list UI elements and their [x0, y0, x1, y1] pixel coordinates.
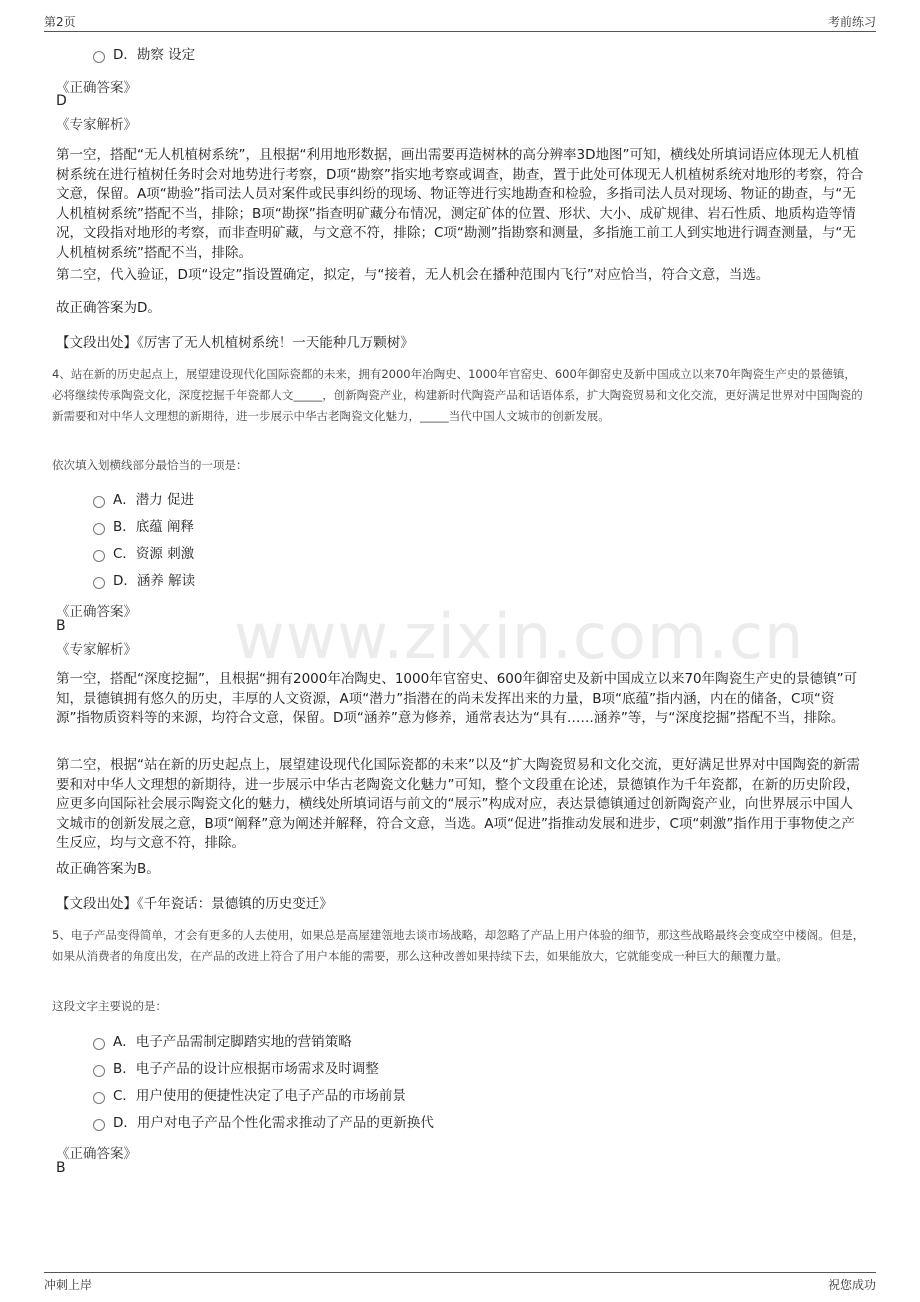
q4-option-b[interactable]: B．底蕴 阐释 — [93, 517, 194, 537]
q4-conclusion: 故正确答案为B。 — [56, 861, 160, 877]
page-header — [44, 13, 876, 32]
q3-source: 【文段出处】《厉害了无人机植树系统！一天能种几万颗树》 — [56, 335, 414, 351]
q5-stem: 5、电子产品变得简单，才会有更多的人去使用，如果总是高屋建瓴地去谈市场战略，却忽略了产品上用户体验的细节，那这些战略最终会变成空中楼阁。但是，如果从消费者的角度出发，在产品的改进上符合了用户本能的需要，那么这种改善如果持续下去，如果能放大，它就能变成一种巨大的颠覆力量。 — [52, 928, 865, 963]
q4-answer: B — [56, 618, 66, 634]
radio-icon[interactable] — [93, 1092, 105, 1104]
q3-option-d[interactable]: D．勘察 设定 — [93, 45, 195, 65]
q3-analysis-p1: 第一空，搭配“无人机植树系统”，且根据“利用地形数据，画出需要再造树林的高分辨率3D地图”可知，横线处所填词语应体现无人机植树系统在进行植树任务时会对地势进行考察，D项“勘察”指实地考察或调查，勘查，置于此处可体现无人机植树系统对地形的考察，符合文意，保留。A项“勘验”指司法人员对案件或民事纠纷的现场、物证等进行实地勘查和检验，多指司法人员对现场、物证的勘查，与“无人机植树系统”搭配不当，排除；B项“勘探”指查明矿藏分布情况，测定矿体的位置、形状、大小、成矿规律、岩石性质、地质构造等情况，文段指对地形的考察，而非查明矿藏，与文意不符，排除；C项“勘测”指勘察和测量，多指施工前工人到实地进行调查测量，与“无人机植树系统”搭配不当，排除。 — [56, 147, 864, 261]
radio-icon[interactable] — [93, 1065, 105, 1077]
answer-label: 《正确答案》 — [56, 80, 137, 96]
footer-right: 祝您成功 — [827, 1278, 876, 1292]
answer-label: 《正确答案》 — [56, 1146, 137, 1162]
q4-analysis-p2: 第二空，根据“站在新的历史起点上，展望建设现代化国际瓷都的未来”以及“扩大陶瓷贸易和文化交流，更好满足世界对中国陶瓷的新需要和对中华人文理想的新期待，进一步展示中华古老陶瓷文化魅力”可知，整个文段重在论述，景德镇作为千年瓷都，在新的历史阶段，应更多向国际社会展示陶瓷文化的魅力，横线处所填词语与前文的“展示”构成对应，表达景德镇通过创新陶瓷产业，向世界展示中国人文城市的创新发展之意，B项“阐释”意为阐述并解释，符合文意，当选。A项“促进”指推动发展和进步，C项“刺激”指作用于事物使之产生反应，均与文意不符，排除。 — [56, 757, 860, 851]
q4-source: 【文段出处】《千年瓷话：景德镇的历史变迁》 — [56, 896, 333, 912]
radio-icon[interactable] — [93, 523, 105, 535]
q4-option-d[interactable]: D．涵养 解读 — [93, 571, 195, 591]
q5-prompt: 这段文字主要说的是： — [52, 999, 167, 1013]
page-footer — [44, 1272, 876, 1292]
watermark: www.zixin.com.cn — [234, 600, 805, 673]
page-number: 第2页 — [44, 15, 76, 29]
q4-option-a[interactable]: A．潜力 促进 — [93, 490, 194, 510]
radio-icon[interactable] — [93, 1119, 105, 1131]
q5-option-d[interactable]: D．用户对电子产品个性化需求推动了产品的更新换代 — [93, 1113, 434, 1133]
q4-analysis-p1: 第一空，搭配“深度挖掘”，且根据“拥有2000年冶陶史、1000年官窑史、600年御窑史及新中国成立以来70年陶瓷生产史的景德镇”可知，景德镇拥有悠久的历史，丰厚的人文资源，A项“潜力”指潜在的尚未发挥出来的力量，B项“底蕴”指内涵，内在的储备，C项“资源”指物质资料等的来源，均符合文意，保留。D项“涵养”意为修养，通常表达为“具有……涵养”等，与“深度挖掘”搭配不当，排除。 — [56, 671, 858, 726]
q5-option-a[interactable]: A．电子产品需制定脚踏实地的营销策略 — [93, 1032, 352, 1052]
radio-icon[interactable] — [93, 577, 105, 589]
radio-icon[interactable] — [93, 550, 105, 562]
q5-answer: B — [56, 1160, 66, 1176]
q4-stem: 4、站在新的历史起点上，展望建设现代化国际瓷都的未来，拥有2000年冶陶史、1000年官窑史、600年御窑史及新中国成立以来70年陶瓷生产史的景德镇，必将继续传承陶瓷文化，深度挖掘千年瓷都人文_____，创新陶瓷产业，构建新时代陶瓷产品和话语体系，扩大陶瓷贸易和文化交流，更好满足世界对中国陶瓷的新需要和对中华人文理想的新期待，进一步展示中华古老陶瓷文化魅力，_____当代中国人文城市的创新发展。 — [52, 367, 863, 423]
answer-label: 《正确答案》 — [56, 604, 137, 620]
q3-conclusion: 故正确答案为D。 — [56, 300, 161, 316]
q5-option-b[interactable]: B．电子产品的设计应根据市场需求及时调整 — [93, 1059, 379, 1079]
q4-option-c[interactable]: C．资源 刺激 — [93, 544, 194, 564]
footer-left: 冲刺上岸 — [44, 1278, 93, 1292]
q4-prompt: 依次填入划横线部分最恰当的一项是： — [52, 458, 248, 472]
analysis-label: 《专家解析》 — [56, 642, 137, 658]
analysis-label: 《专家解析》 — [56, 117, 137, 133]
q3-answer: D — [56, 93, 67, 109]
radio-icon[interactable] — [93, 1038, 105, 1050]
radio-icon[interactable] — [93, 51, 105, 63]
header-title: 考前练习 — [827, 15, 876, 29]
q5-option-c[interactable]: C．用户使用的便捷性决定了电子产品的市场前景 — [93, 1086, 406, 1106]
radio-icon[interactable] — [93, 496, 105, 508]
q3-analysis-p2: 第二空，代入验证，D项“设定”指设置确定，拟定，与“接着，无人机会在播种范围内飞行”对应恰当，符合文意，当选。 — [56, 267, 770, 283]
